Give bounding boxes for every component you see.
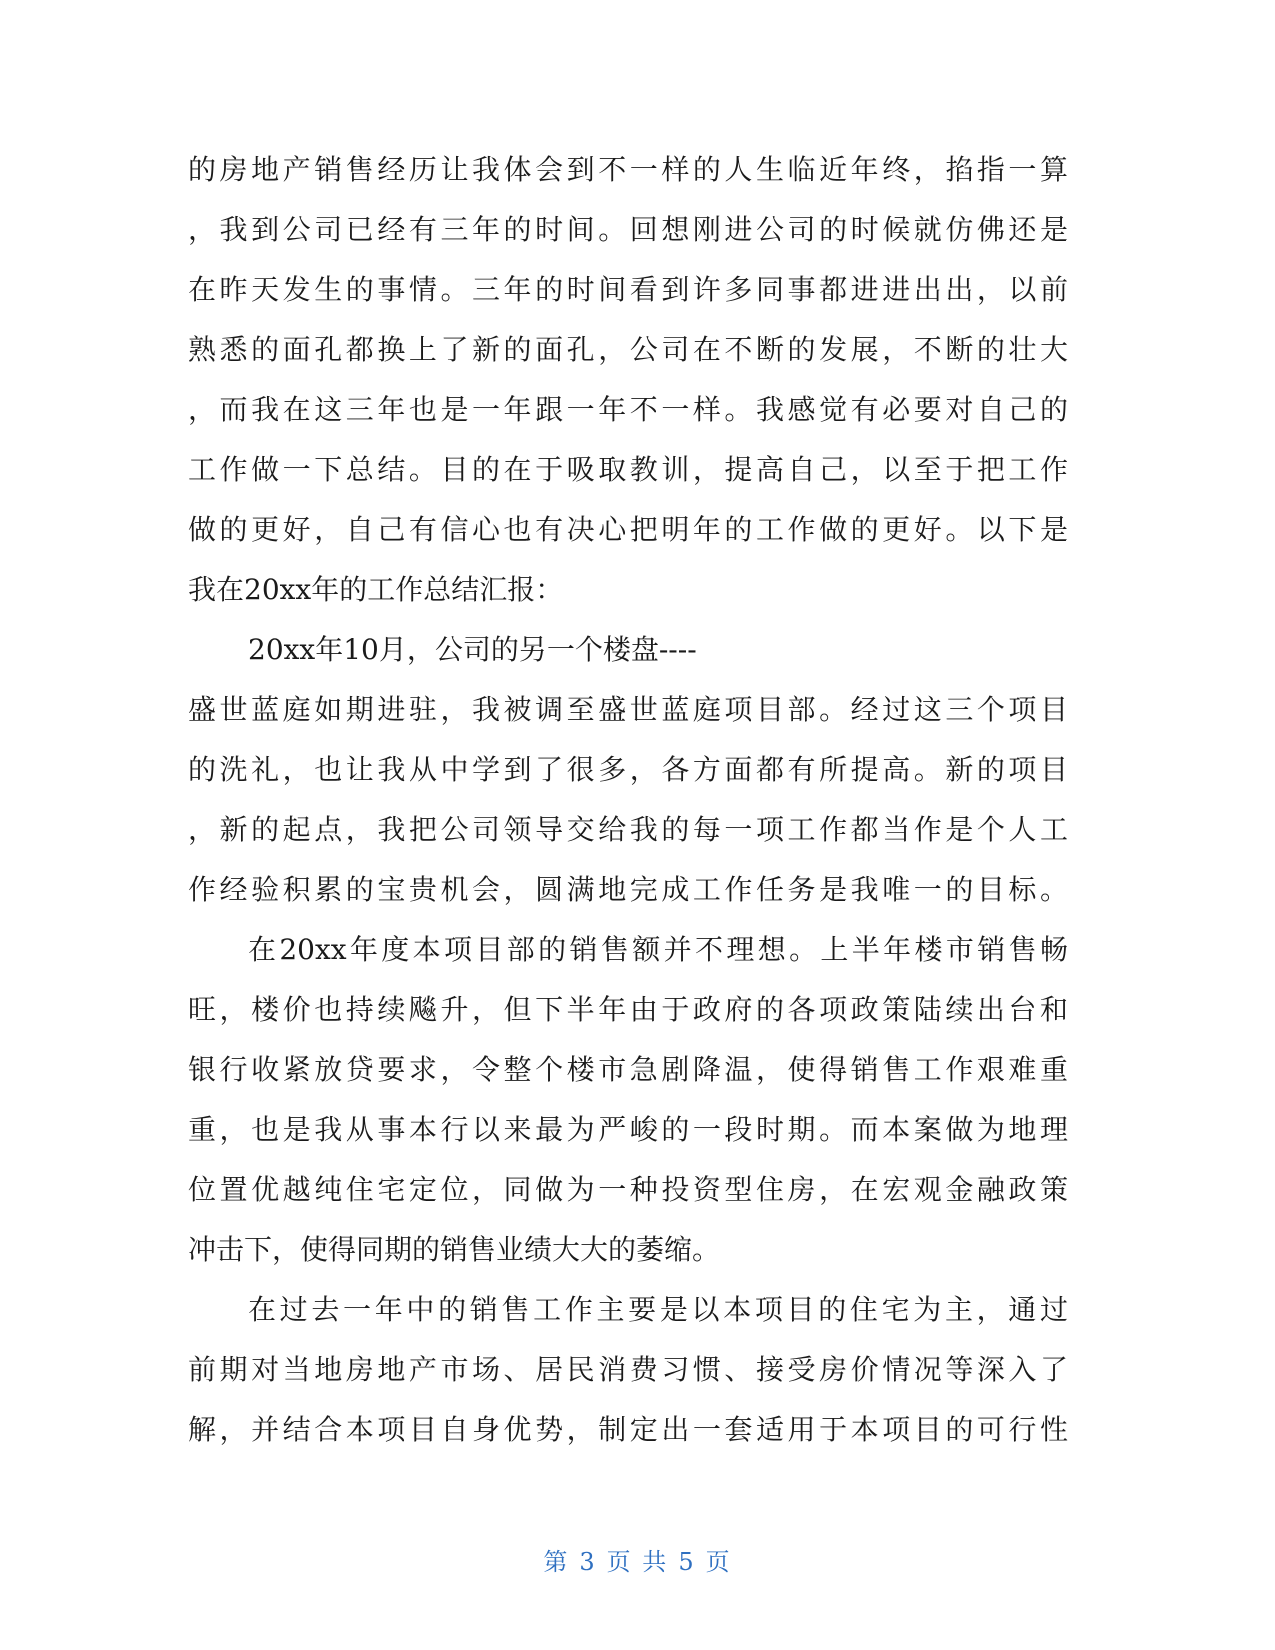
text-line: 在20xx年度本项目部的销售额并不理想。上半年楼市销售畅	[248, 933, 1068, 966]
text-line: 的房地产销售经历让我体会到不一样的人生临近年终，掐指一算	[188, 153, 1068, 186]
text-line: 在过去一年中的销售工作主要是以本项目的住宅为主，通过	[248, 1293, 1068, 1326]
text-line: ，而我在这三年也是一年跟一年不一样。我感觉有必要对自己的	[188, 393, 1068, 426]
text-line: 冲击下，使得同期的销售业绩大大的萎缩。	[188, 1233, 721, 1266]
text-line: 20xx年10月，公司的另一个楼盘----	[248, 633, 697, 666]
footer-of-label: 页 共	[606, 1548, 669, 1576]
text-line: 熟悉的面孔都换上了新的面孔，公司在不断的发展，不断的壮大	[188, 333, 1068, 366]
text-line: 旺，楼价也持续飚升，但下半年由于政府的各项政策陆续出台和	[188, 993, 1068, 1026]
text-line: 在昨天发生的事情。三年的时间看到许多同事都进进出出，以前	[188, 273, 1068, 306]
text-line: 我在20xx年的工作总结汇报：	[188, 573, 564, 606]
text-line: 位置优越纯住宅定位，同做为一种投资型住房，在宏观金融政策	[188, 1173, 1068, 1206]
footer-total-pages: 5	[678, 1548, 696, 1576]
text-line: 盛世蓝庭如期进驻，我被调至盛世蓝庭项目部。经过这三个项目	[188, 693, 1068, 726]
text-line: 做的更好，自己有信心也有决心把明年的工作做的更好。以下是	[188, 513, 1068, 546]
footer-current-page: 3	[579, 1548, 597, 1576]
text-line: 银行收紧放贷要求，令整个楼市急剧降温，使得销售工作艰难重	[188, 1053, 1068, 1086]
text-line: 作经验积累的宝贵机会，圆满地完成工作任务是我唯一的目标。	[188, 873, 1068, 906]
text-line: ，我到公司已经有三年的时间。回想刚进公司的时候就仿佛还是	[188, 213, 1068, 246]
text-line: 前期对当地房地产市场、居民消费习惯、接受房价情况等深入了	[188, 1353, 1068, 1386]
text-line: 的洗礼，也让我从中学到了很多，各方面都有所提高。新的项目	[188, 753, 1068, 786]
page-footer	[0, 1542, 1275, 1577]
text-line: ，新的起点，我把公司领导交给我的每一项工作都当作是个人工	[188, 813, 1068, 846]
text-line: 重，也是我从事本行以来最为严峻的一段时期。而本案做为地理	[188, 1113, 1068, 1146]
text-line: 解，并结合本项目自身优势，制定出一套适用于本项目的可行性	[188, 1413, 1068, 1446]
footer-end-label: 页	[705, 1548, 732, 1576]
footer-page-label: 第	[543, 1548, 570, 1576]
text-line: 工作做一下总结。目的在于吸取教训，提高自己，以至于把工作	[188, 453, 1068, 486]
document-body	[188, 140, 1068, 1460]
